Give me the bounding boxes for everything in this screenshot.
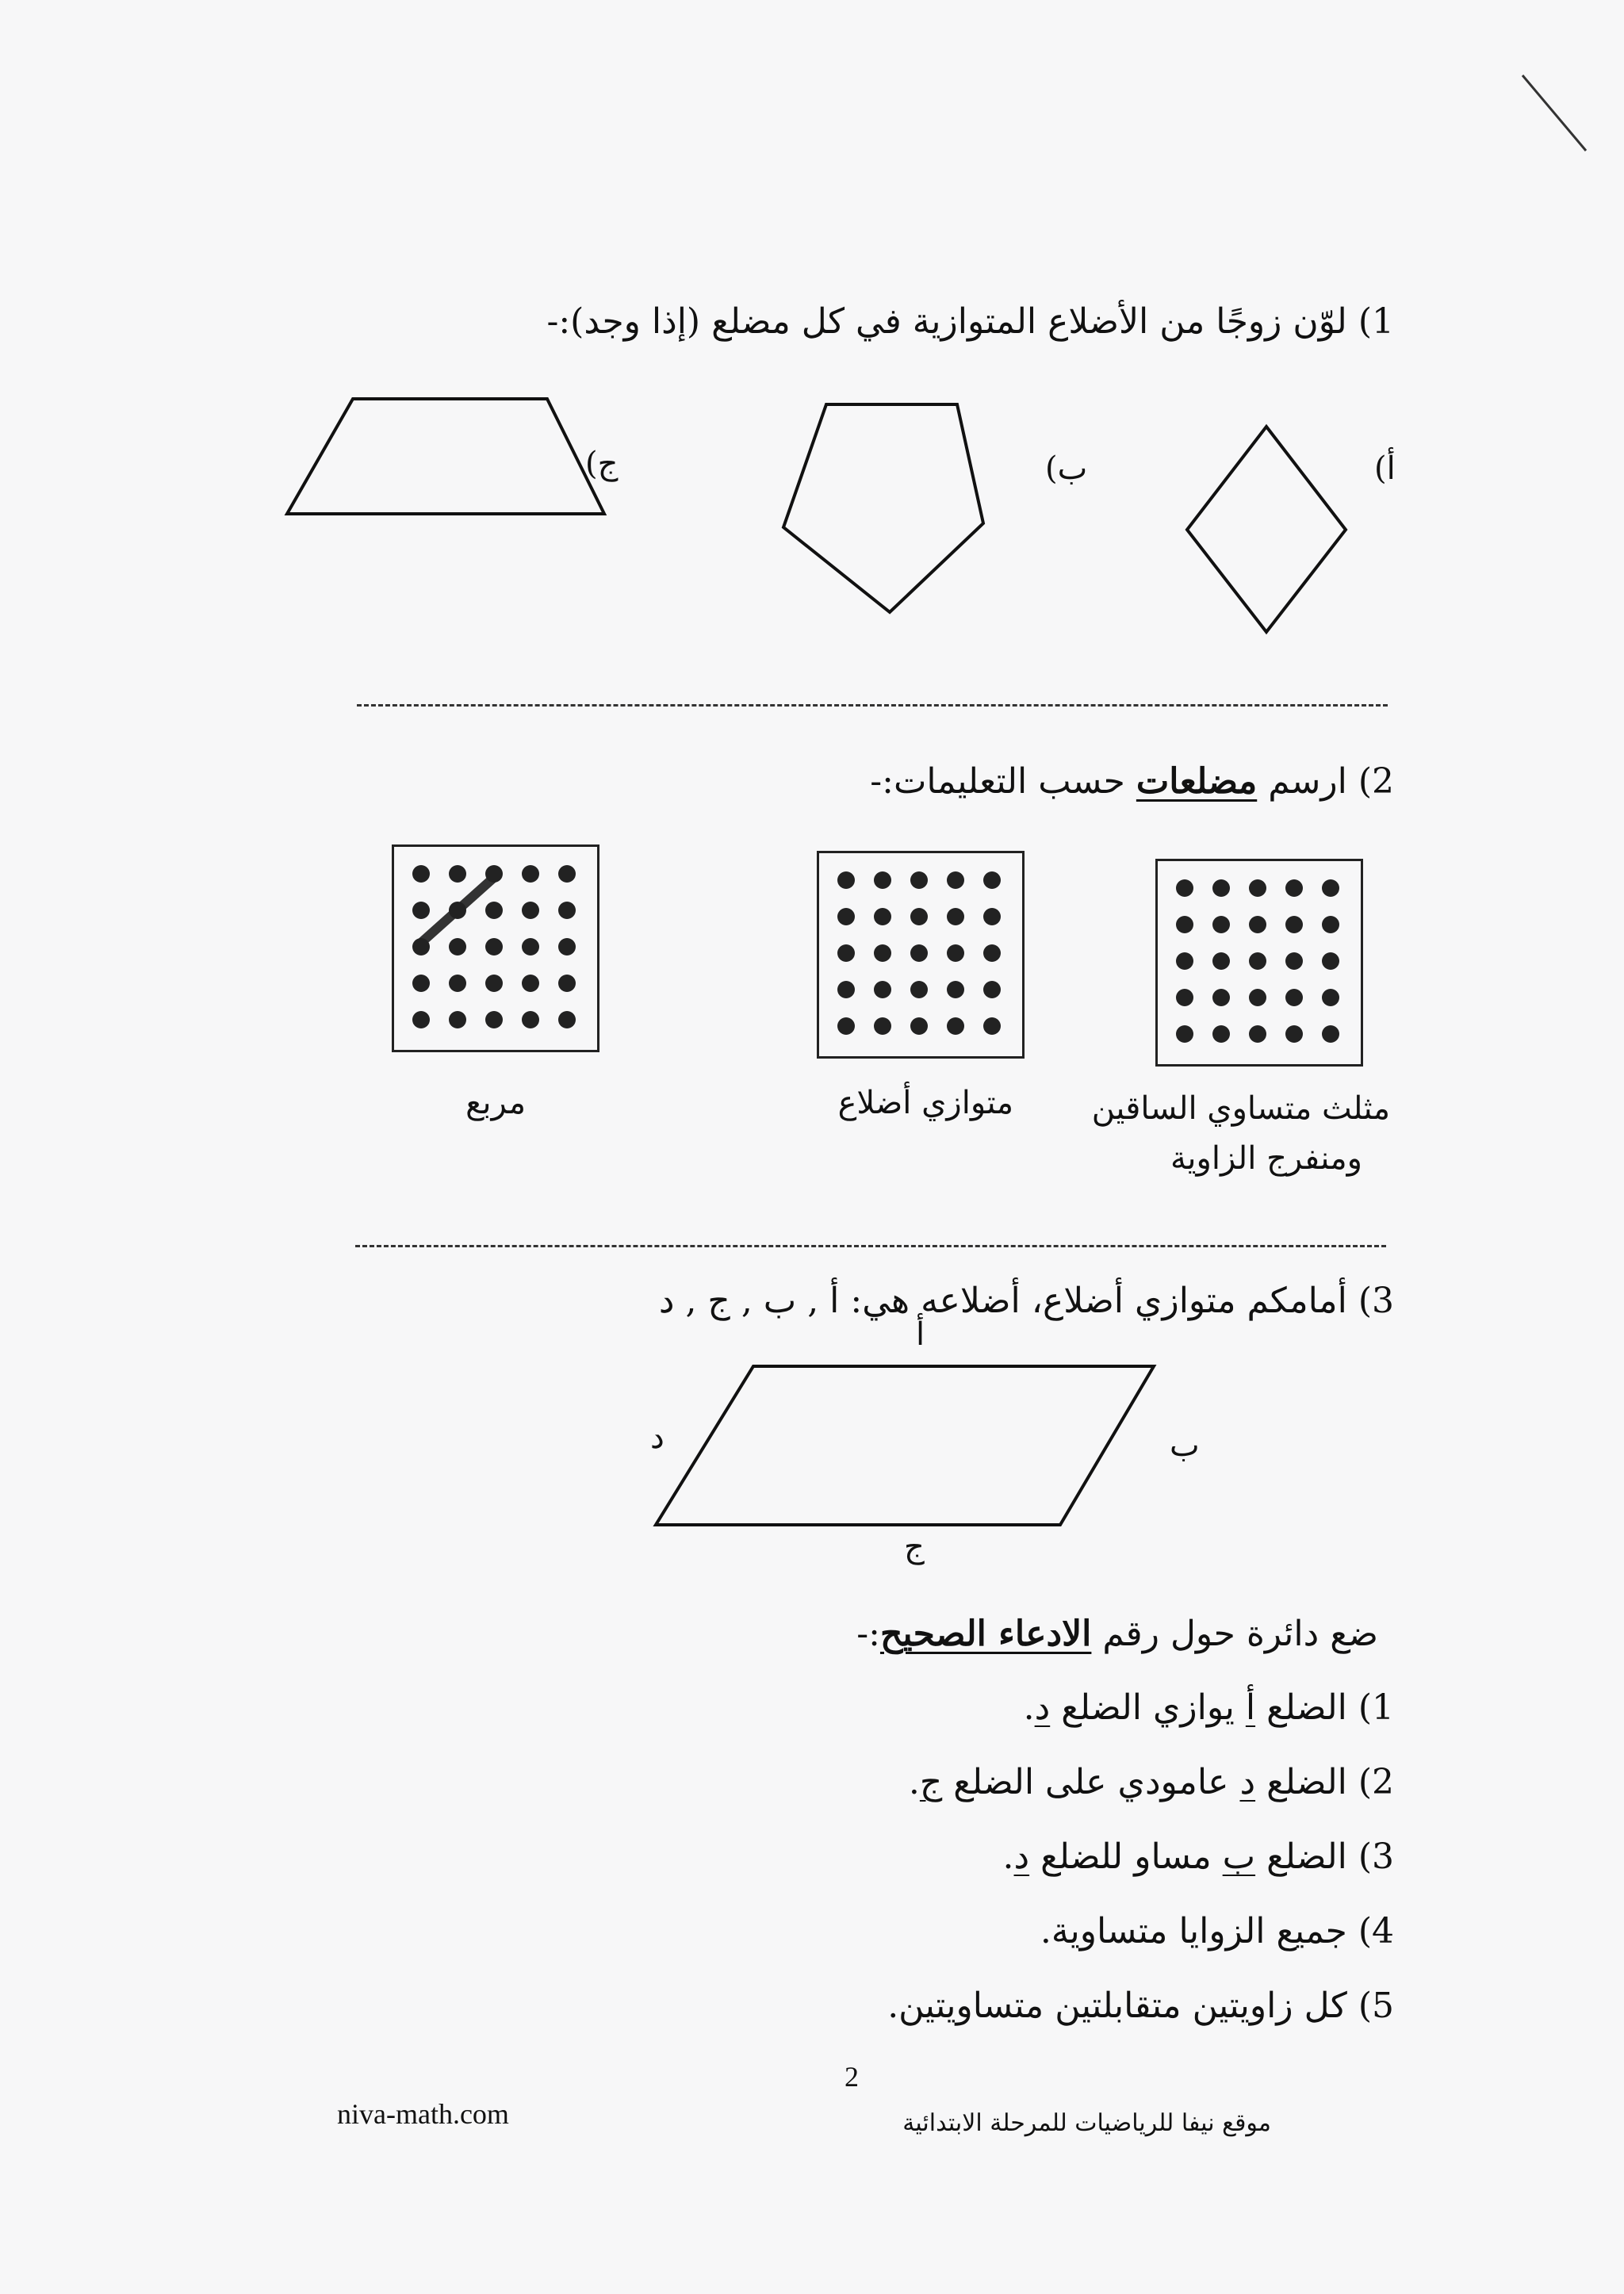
grid-dot[interactable]: [485, 1011, 503, 1028]
grid-dot[interactable]: [1176, 916, 1193, 933]
grid-dot[interactable]: [910, 871, 928, 889]
q3-title: 3) أمامكم متوازي أضلاع، أضلاعه هي: أ , ب , ج , د: [658, 1281, 1394, 1321]
grid-dot[interactable]: [1176, 1025, 1193, 1043]
grid-dot[interactable]: [449, 1011, 466, 1028]
claim-5[interactable]: [887, 1986, 1394, 2026]
claim-3-side1: ب: [1222, 1836, 1256, 1877]
q1-title: 1) لوّن زوجًا من الأضلاع المتوازية في كل مضلع (إذا وجد):-: [546, 301, 1394, 342]
grid-dot[interactable]: [1322, 989, 1339, 1006]
claim-3-mid: مساو للضلع: [1029, 1836, 1223, 1877]
grid-dot[interactable]: [1322, 952, 1339, 970]
grid-dot[interactable]: [1176, 952, 1193, 970]
claim-2[interactable]: [909, 1762, 1394, 1802]
grid-dot[interactable]: [983, 908, 1001, 925]
grid-dot[interactable]: [1249, 952, 1266, 970]
grid-dot[interactable]: [1212, 989, 1230, 1006]
claim-1-side2: د: [1034, 1687, 1051, 1728]
grid-dot[interactable]: [1212, 952, 1230, 970]
grid-dot[interactable]: [412, 865, 430, 883]
grid-dot[interactable]: [1249, 879, 1266, 897]
claim-2-mid: عامودي على الضلع: [942, 1762, 1240, 1802]
grid-dot[interactable]: [983, 981, 1001, 998]
grid-dot[interactable]: [558, 975, 576, 992]
q1-label-c: ج): [585, 446, 619, 482]
caption-triangle-line2: ومنفرج الزاوية: [1170, 1140, 1362, 1177]
pentagon-shape: [783, 404, 983, 612]
grid-dot[interactable]: [1176, 879, 1193, 897]
grid-dot[interactable]: [910, 908, 928, 925]
q1-label-b: ب): [1045, 450, 1088, 487]
grid-dot[interactable]: [837, 944, 855, 962]
grid-dot[interactable]: [1176, 989, 1193, 1006]
grid-dot[interactable]: [874, 1017, 891, 1035]
claim-3-side2: د: [1013, 1836, 1030, 1877]
claim-3-post: .: [1002, 1836, 1014, 1877]
grid-dot[interactable]: [1322, 1025, 1339, 1043]
claim-1-pre: 1) الضلع: [1255, 1687, 1394, 1728]
grid-dot[interactable]: [412, 1011, 430, 1028]
grid-dot[interactable]: [947, 1017, 964, 1035]
grid-dot[interactable]: [412, 938, 430, 956]
q1-label-a: أ): [1374, 450, 1396, 487]
trapezoid-shape: [287, 399, 604, 514]
q2-title-post: حسب التعليمات:-: [870, 761, 1136, 802]
q3-instruction: [856, 1614, 1378, 1654]
grid-dot[interactable]: [522, 902, 539, 919]
side-label-d: د: [650, 1419, 665, 1456]
footer-site-ar: موقع نيفا للرياضيات للمرحلة الابتدائية: [902, 2109, 1271, 2137]
grid-dot[interactable]: [558, 1011, 576, 1028]
side-label-c: ج: [904, 1529, 925, 1565]
grid-dot[interactable]: [837, 871, 855, 889]
instruction-post: :-: [856, 1614, 880, 1654]
claim-2-post: .: [908, 1762, 920, 1802]
grid-dot[interactable]: [910, 944, 928, 962]
grid-dot[interactable]: [874, 908, 891, 925]
grid-dot[interactable]: [947, 944, 964, 962]
parallelogram-shape: [656, 1366, 1154, 1525]
instruction-bold: الادعاء الصحيح: [879, 1614, 1092, 1654]
claim-3[interactable]: [1003, 1836, 1394, 1877]
grid-dot[interactable]: [1285, 1025, 1303, 1043]
footer-site: niva-math.com: [337, 2098, 509, 2130]
grid-dot[interactable]: [522, 865, 539, 883]
grid-dot[interactable]: [449, 902, 466, 919]
grid-dot[interactable]: [910, 1017, 928, 1035]
claim-4-text: 4) جميع الزوايا متساوية.: [1040, 1911, 1394, 1951]
grid-dot[interactable]: [837, 981, 855, 998]
grid-dot[interactable]: [1249, 916, 1266, 933]
q2-title-pre: 2) ارسم: [1257, 761, 1394, 802]
grid-dot[interactable]: [558, 865, 576, 883]
grid-dot[interactable]: [983, 871, 1001, 889]
divider-1: [357, 704, 1388, 707]
grid-dot[interactable]: [1285, 989, 1303, 1006]
grid-dot[interactable]: [947, 908, 964, 925]
claim-5-text: 5) كل زاويتين متقابلتين متساويتين.: [887, 1986, 1394, 2026]
grid-dot[interactable]: [485, 975, 503, 992]
grid-dot[interactable]: [485, 938, 503, 956]
instruction-pre: ضع دائرة حول رقم: [1091, 1614, 1378, 1654]
caption-square: مربع: [465, 1085, 526, 1121]
grid-dot[interactable]: [1285, 916, 1303, 933]
grid-dot[interactable]: [449, 975, 466, 992]
rhombus-shape: [1187, 427, 1346, 632]
claim-2-side1: د: [1239, 1762, 1256, 1802]
grid-dot[interactable]: [449, 938, 466, 956]
grid-dot[interactable]: [522, 938, 539, 956]
grid-dot[interactable]: [412, 902, 430, 919]
grid-dot[interactable]: [874, 944, 891, 962]
claim-1-side1: أ: [1245, 1687, 1256, 1728]
side-label-b: ب: [1170, 1427, 1200, 1464]
grid-dot[interactable]: [1212, 879, 1230, 897]
grid-dot[interactable]: [1249, 989, 1266, 1006]
grid-dot[interactable]: [910, 981, 928, 998]
claim-2-pre: 2) الضلع: [1255, 1762, 1394, 1802]
grid-dot[interactable]: [412, 975, 430, 992]
grid-dot[interactable]: [1322, 916, 1339, 933]
grid-dot[interactable]: [1212, 916, 1230, 933]
grid-dot[interactable]: [558, 938, 576, 956]
corner-mark: [1522, 75, 1586, 151]
grid-dot[interactable]: [874, 981, 891, 998]
claim-1-post: .: [1023, 1687, 1035, 1728]
claim-3-pre: 3) الضلع: [1255, 1836, 1394, 1877]
grid-dot[interactable]: [1285, 952, 1303, 970]
grid-dot[interactable]: [983, 944, 1001, 962]
divider-2: [355, 1245, 1386, 1247]
grid-dot[interactable]: [837, 1017, 855, 1035]
claim-1-mid: يوازي الضلع: [1050, 1687, 1246, 1728]
grid-dot[interactable]: [874, 871, 891, 889]
page-number: 2: [845, 2061, 859, 2093]
grid-dot[interactable]: [947, 981, 964, 998]
grid-dot[interactable]: [449, 865, 466, 883]
side-label-a: أ: [916, 1316, 925, 1353]
grid-dot[interactable]: [558, 902, 576, 919]
caption-triangle-line1: مثلث متساوي الساقين: [1091, 1090, 1390, 1127]
q2-title: [870, 761, 1394, 802]
grid-dot[interactable]: [983, 1017, 1001, 1035]
grid-dot[interactable]: [947, 871, 964, 889]
grid-dot[interactable]: [1212, 1025, 1230, 1043]
claim-2-side2: ج: [919, 1762, 943, 1802]
claim-1[interactable]: [1024, 1687, 1394, 1728]
grid-dot[interactable]: [485, 902, 503, 919]
q2-title-bold: مضلعات: [1136, 761, 1258, 802]
grid-dot[interactable]: [1285, 879, 1303, 897]
grid-dot[interactable]: [1322, 879, 1339, 897]
caption-parallelogram: متوازي أضلاع: [837, 1085, 1013, 1121]
grid-dot[interactable]: [1249, 1025, 1266, 1043]
grid-dot[interactable]: [522, 975, 539, 992]
claim-4[interactable]: [1040, 1911, 1394, 1951]
grid-dot[interactable]: [485, 865, 503, 883]
grid-dot[interactable]: [522, 1011, 539, 1028]
grid-dot[interactable]: [837, 908, 855, 925]
